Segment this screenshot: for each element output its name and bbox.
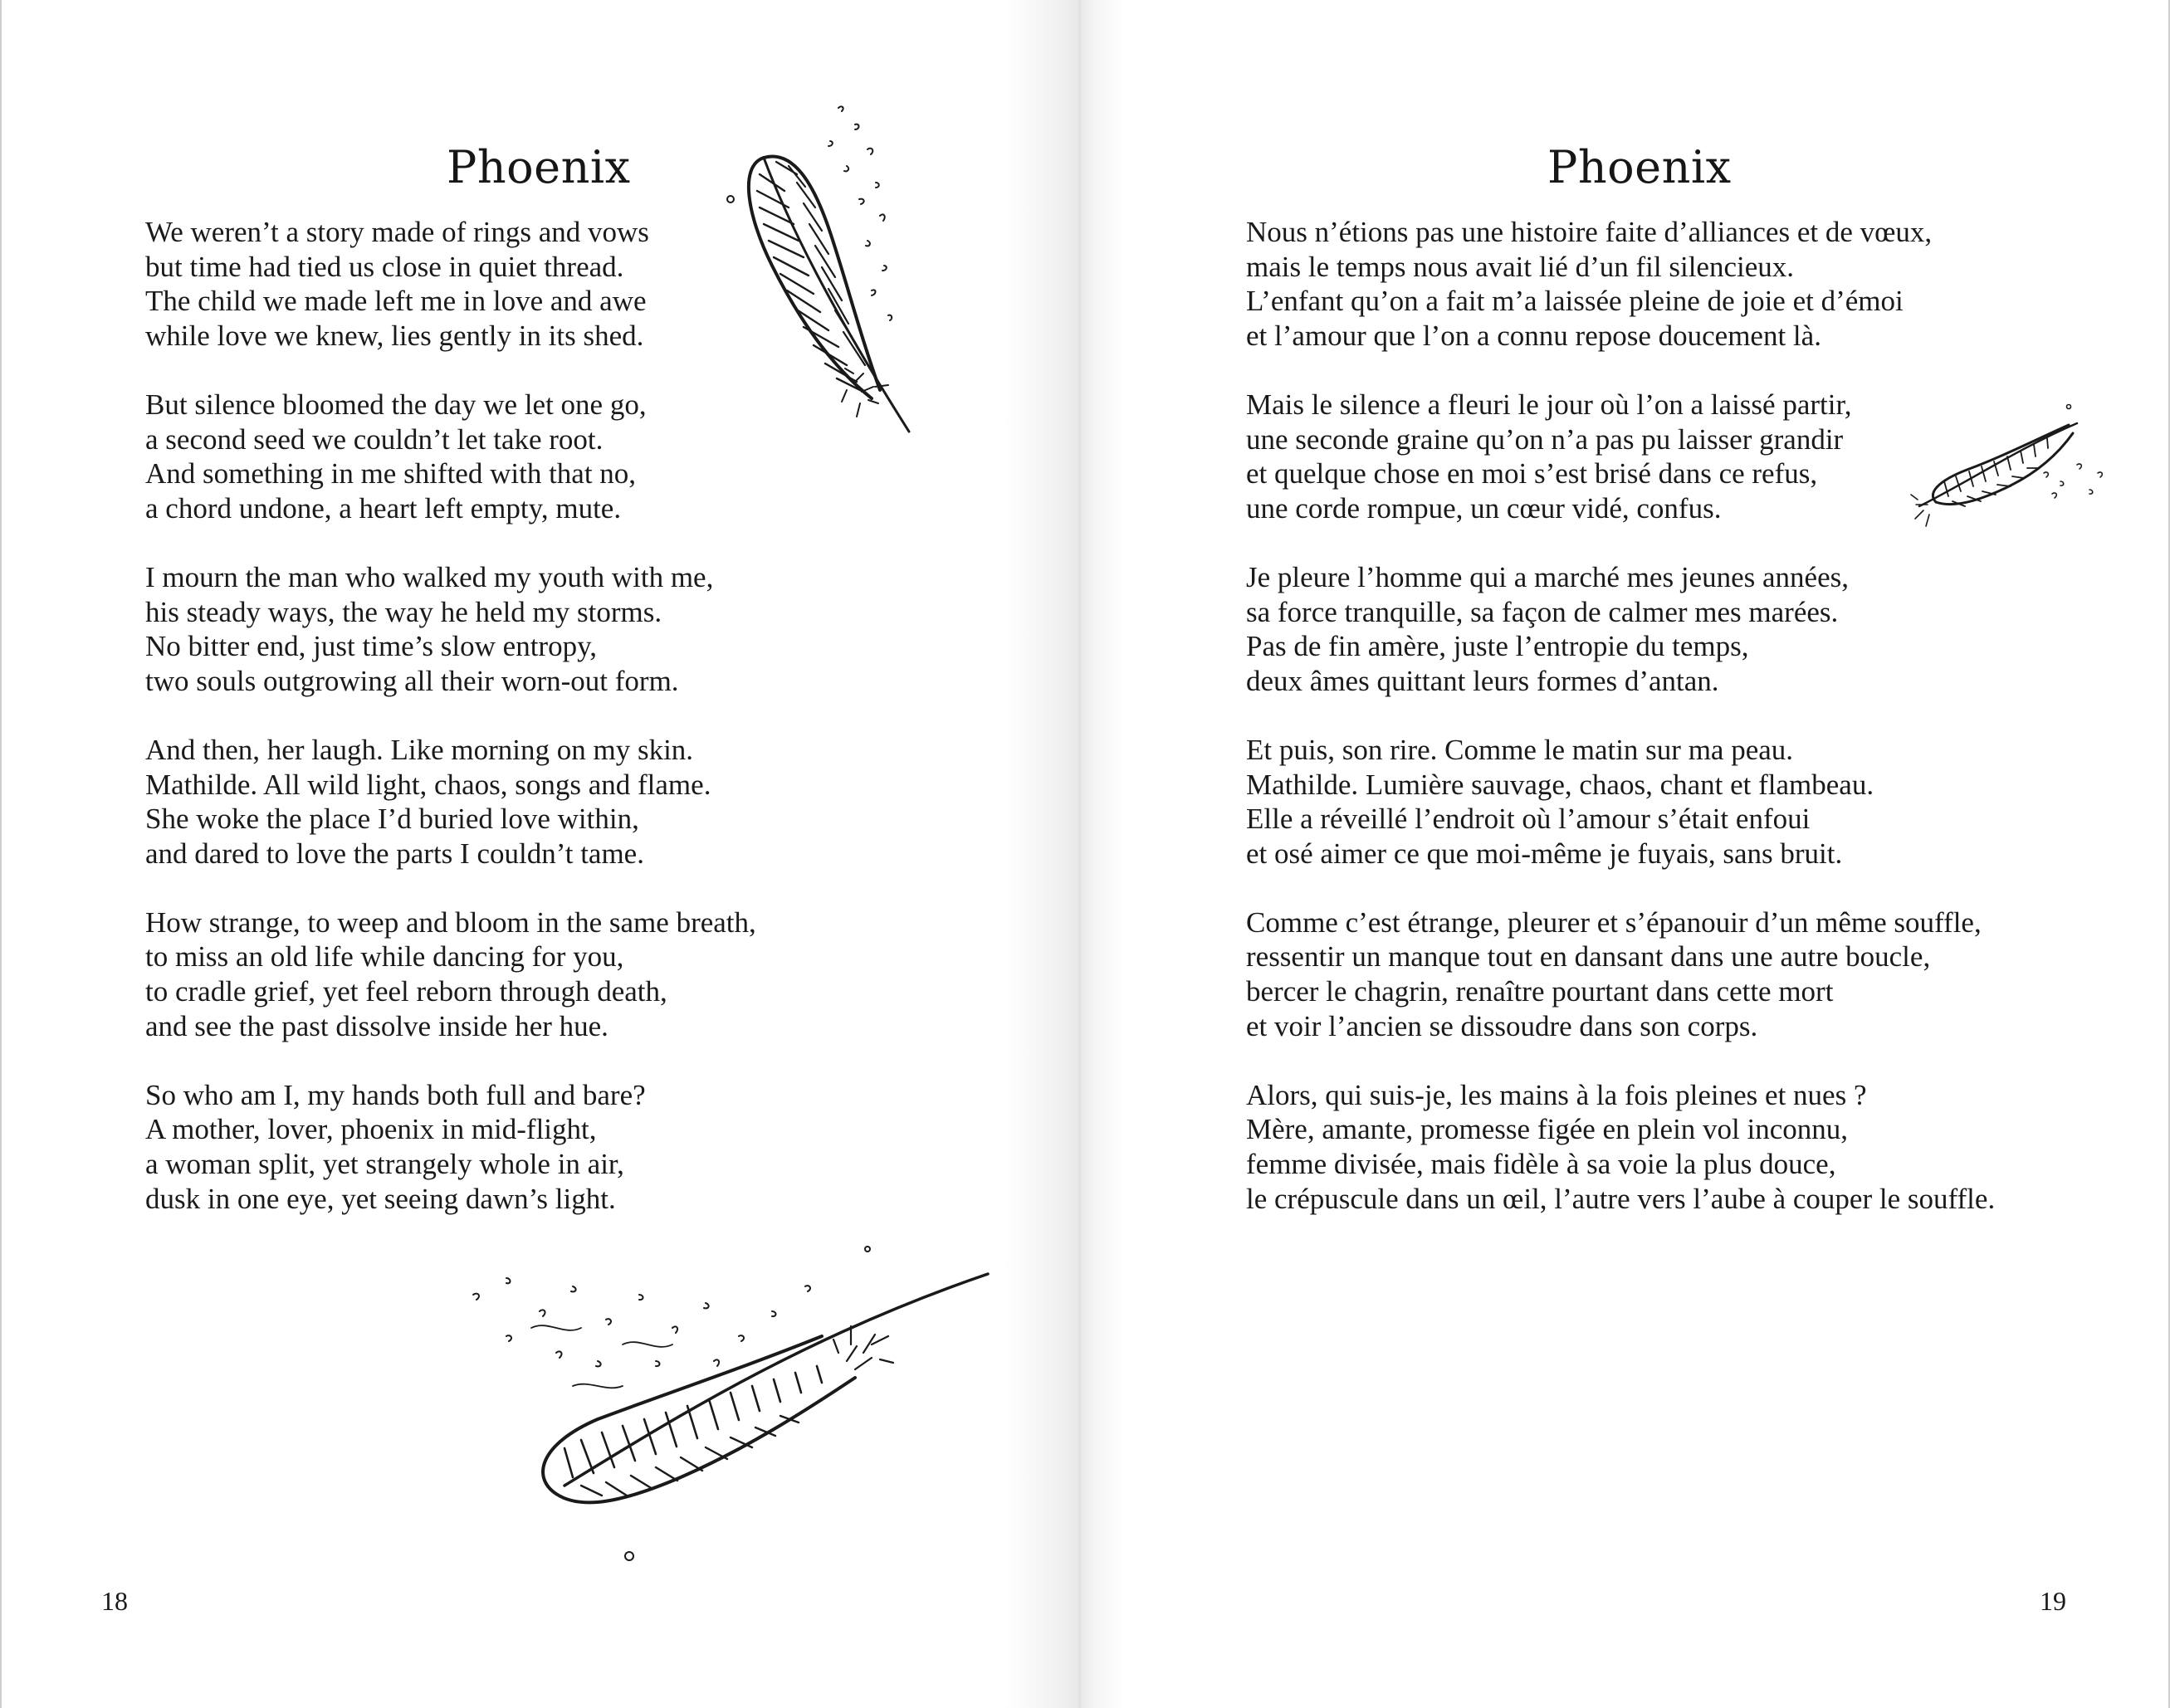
poem-line: but time had tied us close in quiet thread. — [145, 250, 624, 283]
stanza — [1246, 560, 1995, 698]
poem-line: femme divisée, mais fidèle à sa voie la plus douce, — [1246, 1148, 1836, 1181]
stanza — [1246, 388, 1995, 525]
poem-line: to miss an old life while dancing for you, — [145, 940, 624, 974]
left-page — [0, 0, 1081, 1708]
poem-line: bercer le chagrin, renaître pourtant dans cette mort — [1246, 975, 1834, 1008]
page-number: 19 — [2040, 1586, 2066, 1616]
stanza — [145, 1078, 756, 1216]
page-title: Phoenix — [447, 141, 631, 193]
poem-line: a second seed we couldn’t let take root. — [145, 422, 604, 456]
poem-line: une seconde graine qu’on n’a pas pu laisser grandir — [1246, 422, 1844, 456]
poem-line: And then, her laugh. Like morning on my skin. — [145, 733, 694, 766]
poem-line: Mathilde. Lumière sauvage, chaos, chant et flambeau. — [1246, 768, 1874, 801]
poem-line: Pas de fin amère, juste l’entropie du temps, — [1246, 630, 1749, 663]
poem-english — [145, 215, 756, 1251]
poem-line: L’enfant qu’on a fait m’a laissée pleine de joie et d’émoi — [1246, 285, 1904, 318]
poem-line: I mourn the man who walked my youth with me, — [145, 560, 714, 593]
right-page — [1081, 0, 2170, 1708]
stanza — [145, 215, 756, 353]
poem-line: So who am I, my hands both full and bare? — [145, 1078, 646, 1111]
stanza — [1246, 215, 1995, 353]
poem-line: No bitter end, just time’s slow entropy, — [145, 630, 598, 663]
poem-line: The child we made left me in love and awe — [145, 285, 647, 318]
poem-line: Mère, amante, promesse figée en plein vol inconnu, — [1246, 1113, 1849, 1146]
poem-french — [1246, 215, 1995, 1251]
poem-line: A mother, lover, phoenix in mid-flight, — [145, 1113, 597, 1146]
stanza — [145, 733, 756, 871]
poem-line: le crépuscule dans un œil, l’autre vers l’aube à couper le souffle. — [1246, 1182, 1996, 1215]
poem-line: et l’amour que l’on a connu repose doucement là. — [1246, 319, 1821, 352]
poem-line: et voir l’ancien se dissoudre dans son corps. — [1246, 1009, 1758, 1042]
poem-line: et osé aimer ce que moi-même je fuyais, sans bruit. — [1246, 837, 1843, 870]
stanza — [1246, 905, 1995, 1043]
stanza — [145, 388, 756, 525]
poem-line: a woman split, yet strangely whole in air, — [145, 1148, 624, 1181]
page-edge — [0, 0, 2, 1708]
poem-line: She woke the place I’d buried love within, — [145, 803, 639, 836]
feather-icon — [714, 91, 930, 440]
poem-line: Et puis, son rire. Comme le matin sur ma peau. — [1246, 733, 1794, 766]
stanza — [145, 560, 756, 698]
feather-icon — [1903, 398, 2110, 539]
poem-line: Mais le silence a fleuri le jour où l’on a laissé partir, — [1246, 388, 1852, 421]
poem-line: Elle a réveillé l’endroit où l’amour s’était enfoui — [1246, 803, 1811, 836]
feather-icon — [457, 1237, 996, 1577]
poem-line: Nous n’étions pas une histoire faite d’alliances et de vœux, — [1246, 216, 1933, 248]
poem-line: But silence bloomed the day we let one go, — [145, 388, 647, 421]
poem-line: a chord undone, a heart left empty, mute. — [145, 491, 622, 525]
poem-line: une corde rompue, un cœur vidé, confus. — [1246, 491, 1722, 525]
poem-line: Je pleure l’homme qui a marché mes jeunes années, — [1246, 560, 1849, 593]
stanza — [1246, 1078, 1995, 1216]
poem-line: and dared to love the parts I couldn’t tame. — [145, 837, 644, 870]
poem-line: two souls outgrowing all their worn-out form. — [145, 664, 679, 697]
poem-line: deux âmes quittant leurs formes d’antan. — [1246, 664, 1719, 697]
poem-line: to cradle grief, yet feel reborn through death, — [145, 975, 667, 1008]
poem-line: sa force tranquille, sa façon de calmer mes marées. — [1246, 595, 1839, 628]
poem-line: dusk in one eye, yet seeing dawn’s light. — [145, 1182, 616, 1215]
poem-line: et quelque chose en moi s’est brisé dans ce refus, — [1246, 457, 1818, 490]
poem-line: We weren’t a story made of rings and vows — [145, 216, 649, 248]
poem-line: while love we knew, lies gently in its shed. — [145, 319, 644, 352]
poem-line: mais le temps nous avait lié d’un fil silencieux. — [1246, 250, 1794, 283]
poem-line: and see the past dissolve inside her hue. — [145, 1009, 608, 1042]
stanza — [145, 905, 756, 1043]
poem-line: his steady ways, the way he held my storms. — [145, 595, 662, 628]
poem-line: Mathilde. All wild light, chaos, songs and flame. — [145, 768, 711, 801]
poem-line: Comme c’est étrange, pleurer et s’épanouir d’un même souffle, — [1246, 905, 1982, 939]
stanza — [1246, 733, 1995, 871]
page-number: 18 — [101, 1586, 128, 1616]
poem-line: How strange, to weep and bloom in the same breath, — [145, 905, 756, 939]
page-title: Phoenix — [1547, 141, 1732, 193]
poem-line: And something in me shifted with that no, — [145, 457, 637, 490]
poem-line: Alors, qui suis-je, les mains à la fois pleines et nues ? — [1246, 1078, 1867, 1111]
poem-line: ressentir un manque tout en dansant dans une autre boucle, — [1246, 940, 1931, 974]
